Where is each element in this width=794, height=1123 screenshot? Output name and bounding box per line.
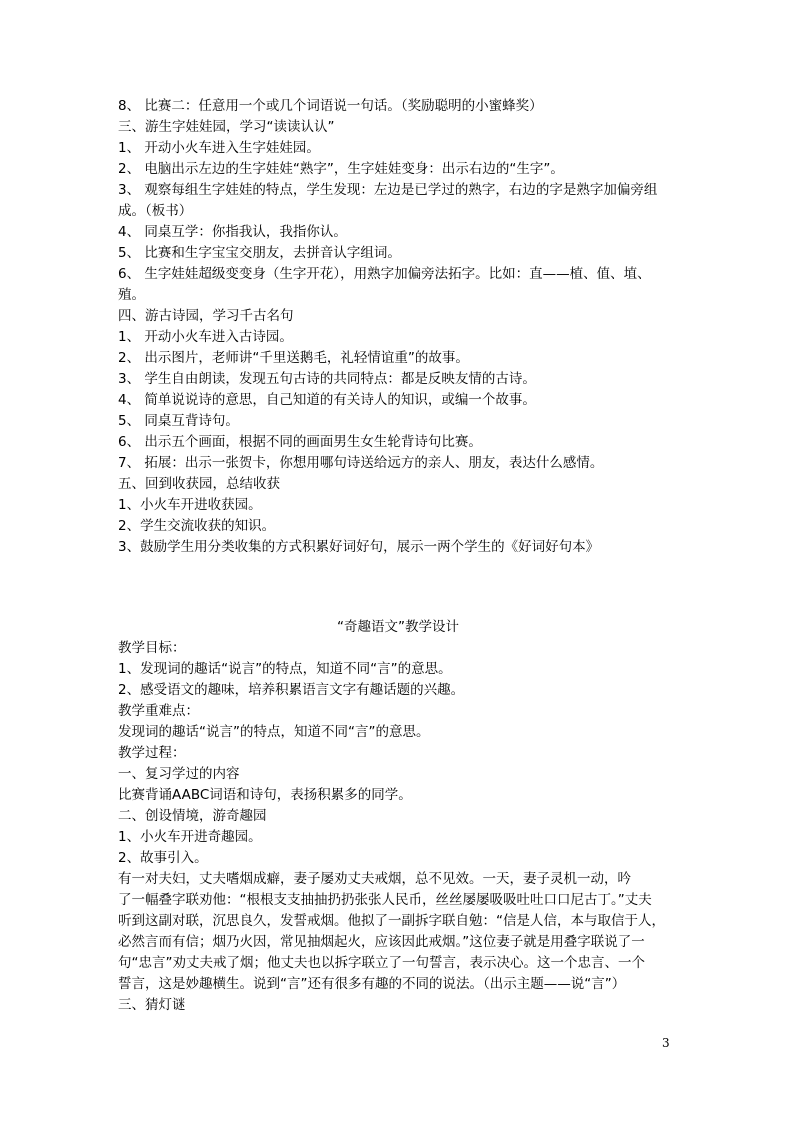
page-number: 3 xyxy=(662,1036,670,1050)
text-line: 4、 简单说说诗的意思，自己知道的有关诗人的知识，或编一个故事。 xyxy=(118,392,536,408)
text-line: 殖。 xyxy=(118,287,145,303)
text-line: 1、小火车开进收获园。 xyxy=(118,497,262,513)
text-line: 四、游古诗园，学习千古名句 xyxy=(118,308,294,324)
lesson-steps-section xyxy=(118,96,678,558)
text-line: 誓言，这是妙趣横生。说到“言”还有很多有趣的不同的说法。（出示主题——说“言”） xyxy=(118,976,626,992)
text-line: 了一幅叠字联劝他：“根根支支抽抽扔扔张张人民币，丝丝屡屡吸吸吐吐口口尼古丁。”丈夫 xyxy=(118,892,652,908)
text-line: 一、复习学过的内容 xyxy=(118,766,240,782)
text-line: 2、故事引入。 xyxy=(118,850,208,866)
text-line: 7、 拓展：出示一张贺卡，你想用哪句诗送给远方的亲人、朋友，表达什么感情。 xyxy=(118,455,604,471)
text-line: 二、创设情境，游奇趣园 xyxy=(118,808,267,824)
text-line: 发现词的趣话“说言”的特点，知道不同“言”的意思。 xyxy=(118,724,430,740)
text-line: 教学重难点： xyxy=(118,703,199,719)
text-line: 1、 开动小火车进入生字娃娃园。 xyxy=(118,140,320,156)
text-line: 教学过程： xyxy=(118,745,186,761)
text-line: 5、 比赛和生字宝宝交朋友，去拼音认字组词。 xyxy=(118,245,401,261)
text-line: 4、 同桌互学：你指我认，我指你认。 xyxy=(118,224,347,240)
text-line: 3、 观察每组生字娃娃的特点，学生发现：左边是已学过的熟字，右边的字是熟字加偏旁组 xyxy=(118,182,658,198)
text-line: 2、学生交流收获的知识。 xyxy=(118,518,276,534)
lesson-plan-section xyxy=(118,617,678,1016)
text-line: 1、小火车开进奇趣园。 xyxy=(118,829,262,845)
text-line: 5、 同桌互背诗句。 xyxy=(118,413,239,429)
text-line: 3、 学生自由朗读，发现五句古诗的共同特点：都是反映友情的古诗。 xyxy=(118,371,536,387)
text-line: 有一对夫妇，丈夫嗜烟成癖，妻子屡劝丈夫戒烟，总不见效。一天，妻子灵机一动，吟 xyxy=(118,871,631,887)
text-line: 2、感受语文的趣味，培养积累语言文字有趣话题的兴趣。 xyxy=(118,682,465,698)
text-line: 2、 电脑出示左边的生字娃娃“熟字”，生字娃娃变身：出示右边的“生字”。 xyxy=(118,161,564,177)
text-line: 6、 出示五个画面，根据不同的画面男生女生轮背诗句比赛。 xyxy=(118,434,482,450)
text-line: 1、 开动小火车进入古诗园。 xyxy=(118,329,293,345)
text-line: 句“忠言”劝丈夫戒了烟；他丈夫也以拆字联立了一句誓言，表示决心。这一个忠言、一个 xyxy=(118,955,645,971)
text-line: 教学目标： xyxy=(118,640,186,656)
text-line: 成。（板书） xyxy=(118,203,193,219)
text-line: 三、猜灯谜 xyxy=(118,997,186,1013)
text-line: 2、 出示图片，老师讲“千里送鹅毛，礼轻情谊重”的故事。 xyxy=(118,350,469,366)
text-line: 五、回到收获园，总结收获 xyxy=(118,476,280,492)
text-line: 8、 比赛二：任意用一个或几个词语说一句话。（奖励聪明的小蜜蜂奖） xyxy=(118,98,543,114)
text-line: 三、游生字娃娃园，学习“读读认认” xyxy=(118,119,335,135)
text-line: 3、鼓励学生用分类收集的方式积累好词好句，展示一两个学生的《好词好句本》 xyxy=(118,539,600,555)
section-title: “奇趣语文”教学设计 xyxy=(337,619,459,635)
text-line: 必然言而有信；烟乃火因，常见抽烟起火，应该因此戒烟。”这位妻子就是用叠字联说了一 xyxy=(118,934,645,950)
text-line: 听到这副对联，沉思良久，发誓戒烟。他拟了一副拆字联自勉：“信是人信，本与取信于人， xyxy=(118,913,665,929)
text-line: 1、发现词的趣话“说言”的特点，知道不同“言”的意思。 xyxy=(118,661,452,677)
text-line: 比赛背诵AABC词语和诗句，表扬积累多的同学。 xyxy=(118,787,412,803)
text-line: 6、 生字娃娃超级变变身（生字开花），用熟字加偏旁法拓字。比如：直——植、值、埴、 xyxy=(118,266,651,282)
